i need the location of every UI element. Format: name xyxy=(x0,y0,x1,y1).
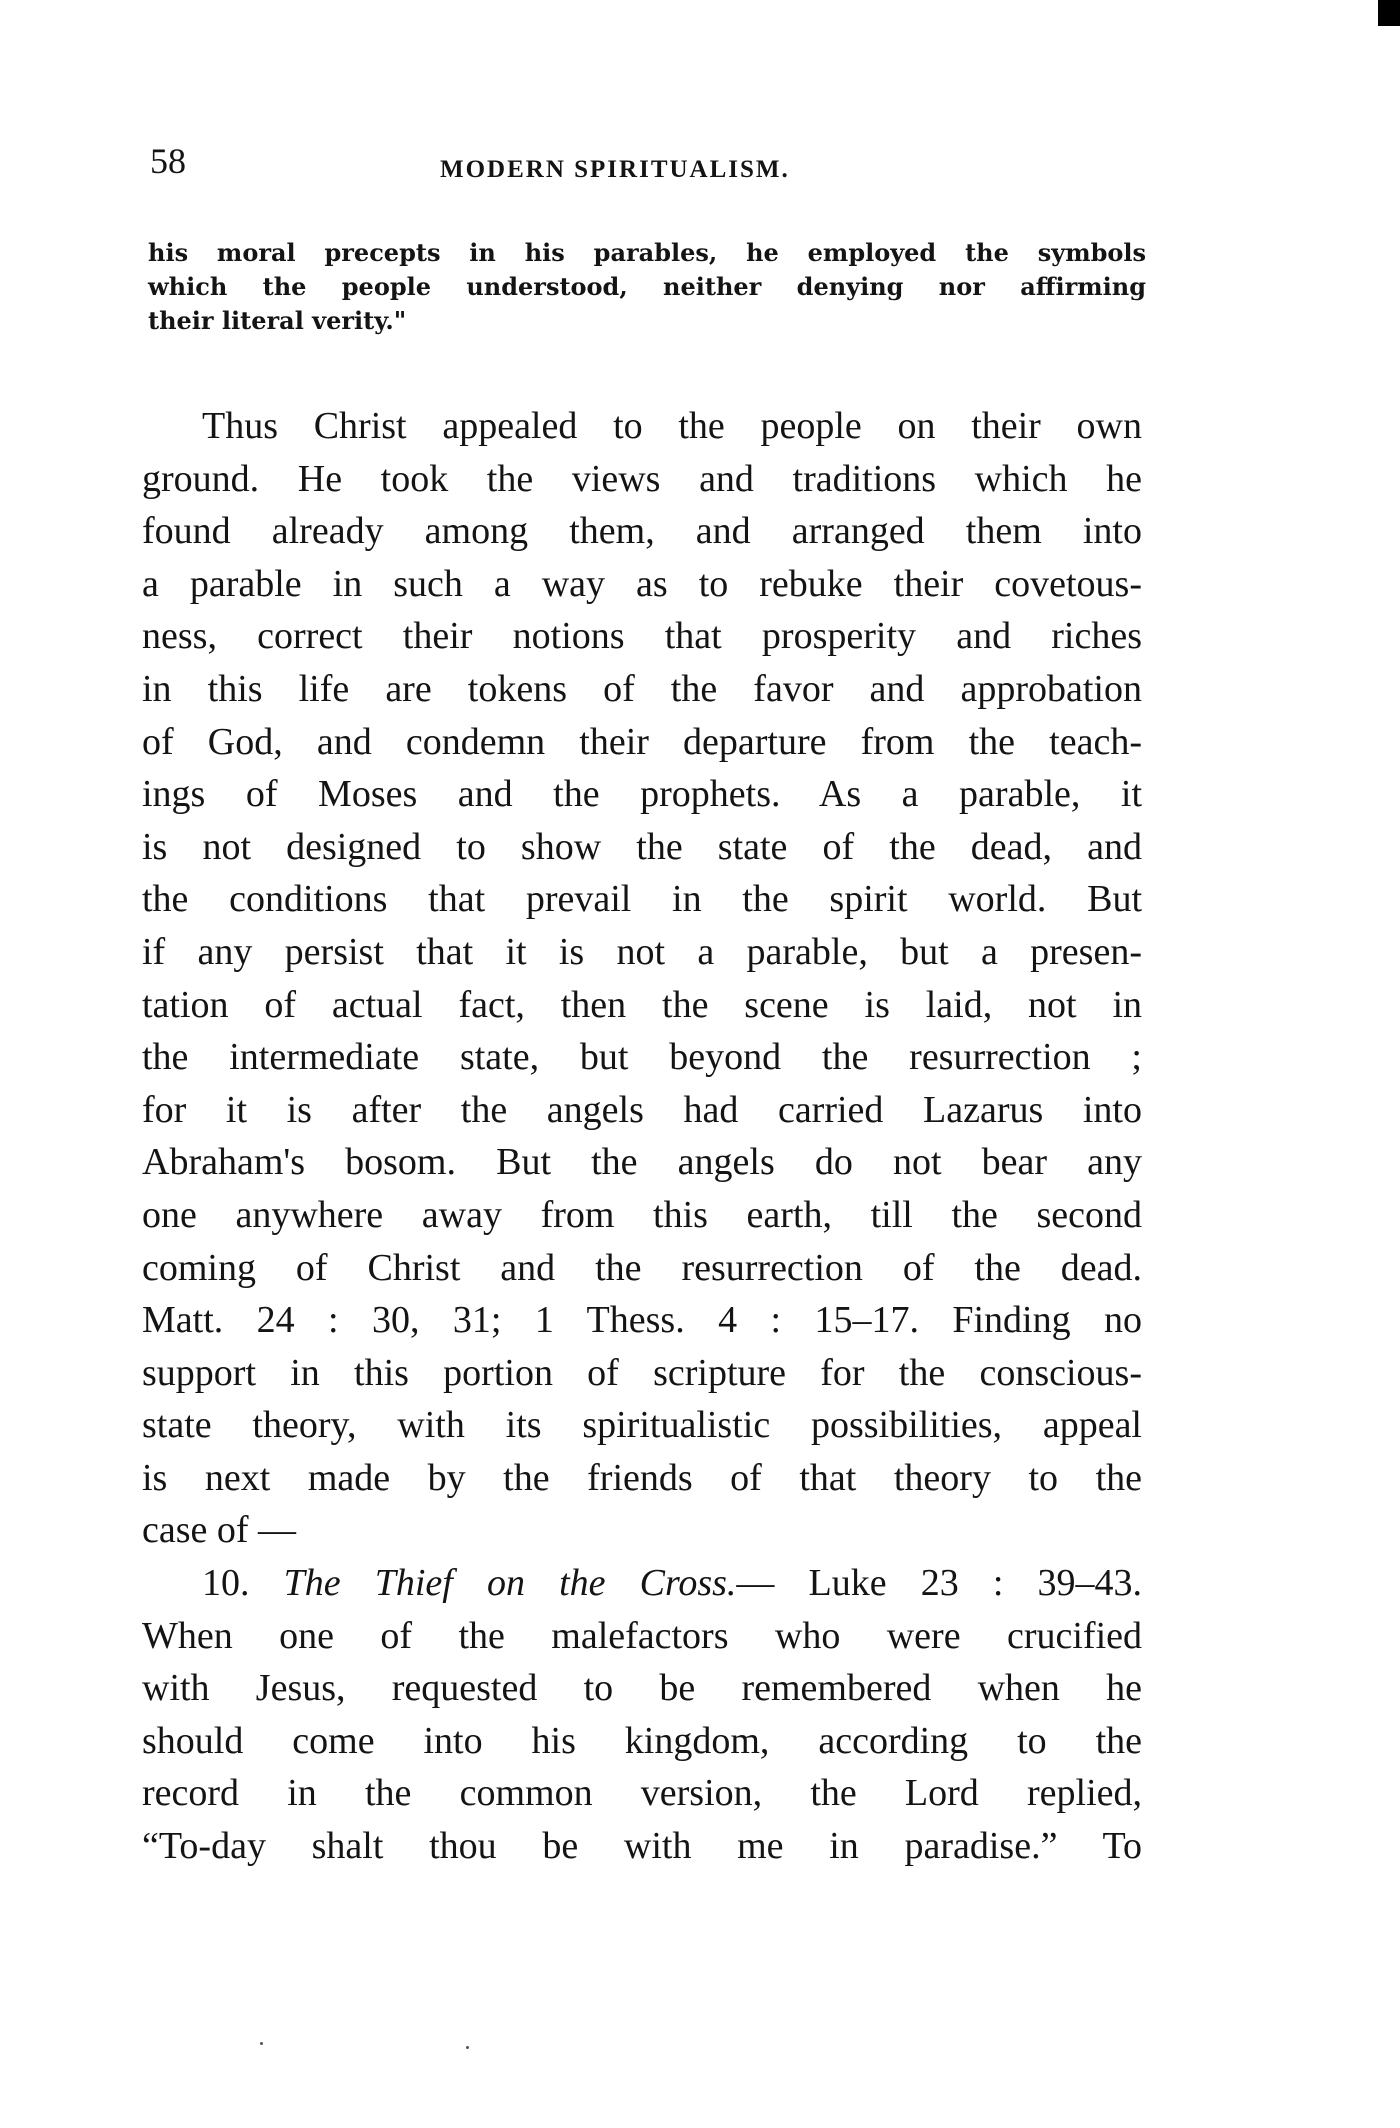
text-line: with Jesus, requested to be remembered when he xyxy=(142,1667,1142,1710)
text-line: state theory, with its spiritualistic possibilities, appeal xyxy=(142,1404,1142,1447)
scan-speck xyxy=(466,2046,469,2049)
quote-line: their literal verity." xyxy=(148,306,407,335)
section-title: The Thief on the Cross. xyxy=(283,1562,737,1605)
section-heading xyxy=(142,1557,1142,1610)
text-line: support in this portion of scripture for the conscious- xyxy=(142,1351,1142,1394)
text-line: Thus Christ appealed to the people on their own xyxy=(202,405,1142,447)
scan-edge-mark xyxy=(1378,0,1400,26)
text-line: if any persist that it is not a parable, but a presen- xyxy=(142,930,1142,973)
quote-line: which the people understood, neither denying nor affirming xyxy=(148,272,1146,301)
text-line: is next made by the friends of that theory to the xyxy=(142,1456,1142,1499)
text-line: found already among them, and arranged them into xyxy=(142,510,1142,553)
text-line: the conditions that prevail in the spirit world. But xyxy=(142,878,1142,921)
running-head: MODERN SPIRITUALISM. xyxy=(440,156,790,183)
text-line: “To-day shalt thou be with me in paradise.” To xyxy=(142,1825,1142,1868)
text-line: the intermediate state, but beyond the resurrection ; xyxy=(142,1036,1142,1079)
section-number: 10. xyxy=(202,1562,250,1605)
text-line: one anywhere away from this earth, till the second xyxy=(142,1193,1142,1236)
page-number: 58 xyxy=(150,141,186,181)
body-text xyxy=(142,400,1142,1873)
text-line: ness, correct their notions that prosperity and riches xyxy=(142,615,1142,658)
text-line: ings of Moses and the prophets. As a parable, it xyxy=(142,773,1142,816)
text-line: record in the common version, the Lord replied, xyxy=(142,1772,1142,1815)
text-line: When one of the malefactors who were crucified xyxy=(142,1614,1142,1657)
text-line: Abraham's bosom. But the angels do not bear any xyxy=(142,1141,1142,1184)
text-line: is not designed to show the state of the dead, and xyxy=(142,825,1142,868)
text-line: ground. He took the views and traditions which he xyxy=(142,457,1142,500)
quote-block xyxy=(148,236,1146,338)
text-line: Matt. 24 : 30, 31; 1 Thess. 4 : 15–17. Finding no xyxy=(142,1299,1142,1342)
section-reference: — Luke 23 : 39–43. xyxy=(736,1562,1143,1605)
text-line: case of — xyxy=(142,1509,297,1552)
text-line: tation of actual fact, then the scene is laid, not in xyxy=(142,983,1142,1026)
text-line: a parable in such a way as to rebuke their covetous- xyxy=(142,562,1142,605)
text-line: of God, and condemn their departure from the teach- xyxy=(142,720,1142,763)
scan-speck xyxy=(260,2042,263,2045)
text-line: in this life are tokens of the favor and approbation xyxy=(142,667,1142,710)
text-line: should come into his kingdom, according to the xyxy=(142,1719,1142,1762)
text-line: for it is after the angels had carried Lazarus into xyxy=(142,1088,1142,1131)
quote-line: his moral precepts in his parables, he employed the symbols xyxy=(148,238,1146,267)
text-line: coming of Christ and the resurrection of the dead. xyxy=(142,1246,1142,1289)
